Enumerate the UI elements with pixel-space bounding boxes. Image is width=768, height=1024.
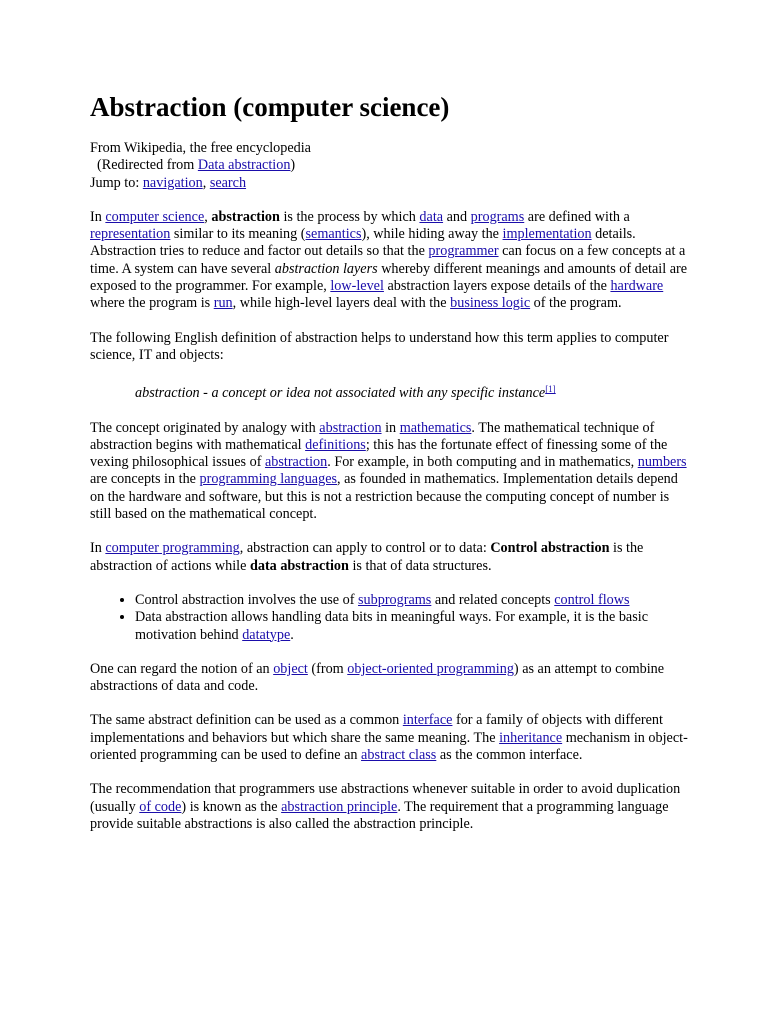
list-item: • Data abstraction allows handling data bits in meaningful ways. For example, it is the basic motivation behind datatype. xyxy=(135,609,690,644)
link-data-abstraction[interactable]: Data abstraction xyxy=(197,157,291,174)
link-inheritance[interactable]: inheritance xyxy=(499,729,563,746)
paragraph-programming: In computer programming, abstraction can apply to control or to data: Control abstraction is the abstraction of actions while data abstraction is that of data structures. xyxy=(90,540,644,574)
link-mathematics[interactable]: mathematics xyxy=(399,419,472,436)
link-interface[interactable]: interface xyxy=(402,712,453,729)
paragraph-recommendation: The recommendation that programmers use abstractions whenever suitable in order to avoid duplication (usually of code) is known as the abstraction principle. The requirement that a programming language provide suitable abstractions is also called the abstraction principle. xyxy=(90,781,681,832)
paragraph-object: One can regard the notion of an object (from object-oriented programming) as an attempt to combine abstractions of data and code. xyxy=(90,660,665,695)
link-navigation[interactable]: navigation xyxy=(142,174,203,191)
link-abstraction[interactable]: abstraction xyxy=(319,419,382,436)
bullet-list xyxy=(90,592,690,644)
jump-links: Jump to: navigation, search xyxy=(90,174,247,191)
bold-term: abstraction xyxy=(211,208,280,225)
definition-quote: abstraction - a concept or idea not associated with any specific instance[1] xyxy=(135,384,556,402)
page-title: Abstraction (computer science) xyxy=(90,92,450,122)
link-abstraction-principle[interactable]: abstraction principle xyxy=(281,798,398,815)
bold-control-abstraction: Control abstraction xyxy=(490,540,610,557)
reference-1[interactable]: [1] xyxy=(545,384,556,395)
bold-data-abstraction: data abstraction xyxy=(249,557,349,574)
link-representation[interactable]: representation xyxy=(90,226,171,243)
paragraph-origin: The concept originated by analogy with abstraction in mathematics. The mathematical technique of abstraction begins with mathematical definitions; this has the fortunate effect of finessing some of the vexing philosophical issues of abstraction. For example, in both computing and in mathematics, numbers are concepts in the programming languages, as founded in mathematics. Implementation details depend on the hardware and software, but this is not a restriction because the computing concept of number is still based on the mathematical concept. xyxy=(90,419,687,523)
link-implementation[interactable]: implementation xyxy=(502,226,592,243)
link-numbers[interactable]: numbers xyxy=(637,454,687,471)
link-run[interactable]: run xyxy=(213,295,233,312)
article xyxy=(90,90,690,833)
link-search[interactable]: search xyxy=(209,174,247,191)
redirect-note: (Redirected from Data abstraction) xyxy=(97,157,296,174)
link-programmer[interactable]: programmer xyxy=(428,243,499,260)
paragraph-intro: In computer science, abstraction is the process by which data and programs are defined with a representation similar to its meaning (semantics), while hiding away the implementation details. Abstraction tries to reduce and factor out details so that the programmer can focus on a few concepts at a time. A system can have several abstraction layers whereby different meanings and amounts of detail are exposed to the programmer. For example, low-level abstraction layers expose details of the hardware where the program is run, while high-level layers deal with the business logic of the program. xyxy=(90,208,688,312)
link-programs[interactable]: programs xyxy=(470,208,525,225)
link-abstract-class[interactable]: abstract class xyxy=(361,747,437,764)
list-item: • Control abstraction involves the use of subprograms and related concepts control flows xyxy=(135,592,690,609)
link-definitions[interactable]: definitions xyxy=(305,436,366,453)
link-data[interactable]: data xyxy=(419,208,444,225)
link-abstraction-2[interactable]: abstraction xyxy=(264,454,328,471)
link-control-flows[interactable]: control flows xyxy=(554,591,630,608)
italic-term: abstraction layers xyxy=(274,260,378,277)
link-business-logic[interactable]: business logic xyxy=(450,295,531,312)
link-object-oriented-programming[interactable]: object-oriented programming xyxy=(347,660,514,677)
paragraph-definition-intro: The following English definition of abstraction helps to understand how this term applies to computer science, IT and objects: xyxy=(90,329,669,363)
link-object[interactable]: object xyxy=(273,660,308,677)
link-programming-languages[interactable]: programming languages xyxy=(199,471,338,488)
link-computer-programming[interactable]: computer programming xyxy=(105,540,240,557)
paragraph-interface: The same abstract definition can be used as a common interface for a family of objects with different implementations and behaviors but which share the same meaning. The inheritance mechanism in object-oriented programming can be used to define an abstract class as the common interface. xyxy=(90,712,688,764)
link-subprograms[interactable]: subprograms xyxy=(358,591,432,608)
link-hardware[interactable]: hardware xyxy=(610,278,664,295)
source-line: From Wikipedia, the free encyclopedia xyxy=(90,140,311,156)
link-of-code[interactable]: of code xyxy=(139,798,182,815)
link-datatype[interactable]: datatype xyxy=(242,626,291,643)
link-computer-science[interactable]: computer science xyxy=(105,208,205,225)
link-semantics[interactable]: semantics xyxy=(305,226,362,243)
link-low-level[interactable]: low-level xyxy=(330,278,384,295)
